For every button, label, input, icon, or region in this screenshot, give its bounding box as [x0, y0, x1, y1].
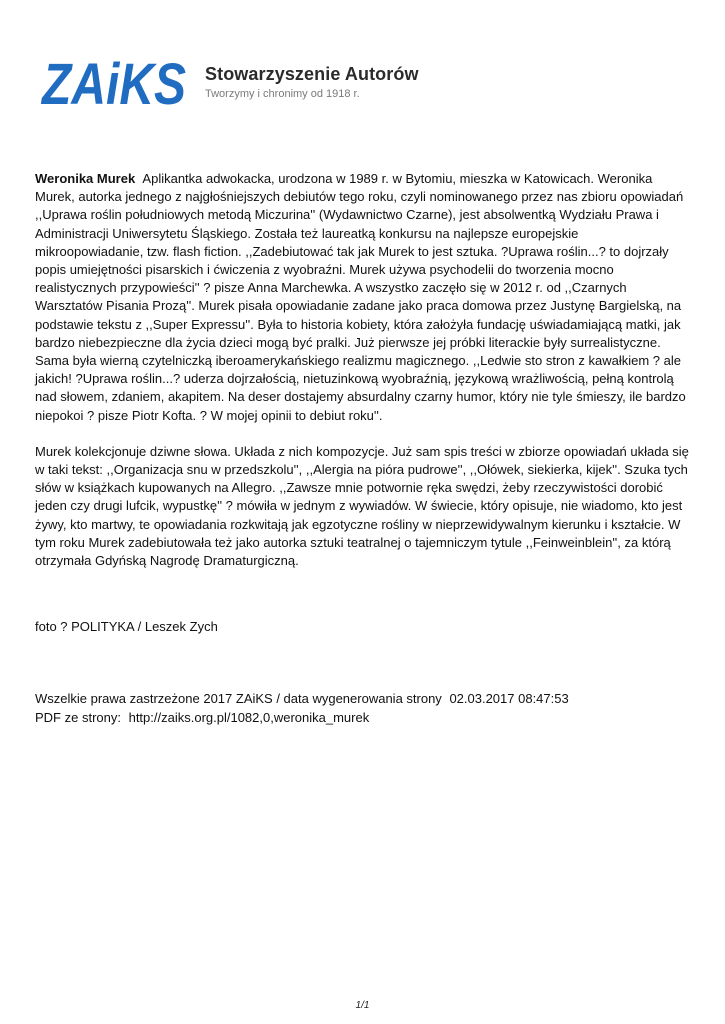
paragraph-2: Murek kolekcjonuje dziwne słowa. Układa z nich kompozycje. Już sam spis treści w zbiorze opowiadań układa się w taki tekst: ,,Organizacja snu w przedszkolu'', ,,Alergia na pióra pudrowe'', ,,Ołówek, siekierka, kijek''. Szuka tych słów w książkach kupowanych na Allegro. ,,Zawsze mnie potwornie ręka swędzi, żeby rzeczywistości dorobić jeden czy drugi lufcik, wypustkę'' ? mówiła w jednym z wywiadów. W świecie, który opisuje, nie wiadomo, kto jest żywy, kto martwy, te opowiadania rozkwitają jak egzotyczne rośliny w nieprzewidywalnym kierunku i kształcie. W tym roku Murek zadebiutowała też jako autorka sztuki teatralnej o tajemniczym tytule ,,Feinweinblein'', za którą otrzymała Gdyńską Nagrodę Dramaturgiczną.	[35, 443, 689, 569]
photo-credit: foto ? POLITYKA / Leszek Zych	[35, 619, 218, 634]
rights-text: Wszelkie prawa zastrzeżone 2017 ZAiKS / data wygenerowania strony	[35, 691, 442, 706]
source-line	[35, 708, 569, 727]
rights-line	[35, 689, 569, 708]
logo-wordmark: ZAiKS	[40, 52, 187, 117]
page-header	[40, 52, 460, 117]
paragraph-1-text: Aplikantka adwokacka, urodzona w 1989 r. w Bytomiu, mieszka w Katowicach. Weronika Murek, autorka jednego z najgłośniejszych debiutów tego roku, czyli nominowanego przez nas zbioru opowiadań ,,Uprawa roślin południowych metodą Miczurina'' (Wydawnictwo Czarne), jest absolwentką Wydziału Prawa i Administracji Uniwersytetu Śląskiego. Została też laureatką konkursu na najlepsze europejskie mikroopowiadanie, tzw. flash fiction. ,,Zadebiutować tak jak Murek to jest sztuka. ?Uprawa roślin...? to dojrzały popis umiejętności pisarskich i ćwiczenia z wyobraźni. Murek używa psychodelii do tworzenia mocno realistycznych przypowieści'' ? pisze Anna Marchewka. A wszystko zaczęło się w 2012 r. od ,,Czarnych Warsztatów Pisania Prozą''. Murek pisała opowiadanie zadane jako praca domowa przez Justynę Bargielską, na podstawie tekstu z ,,Super Expressu''. Była to historia kobiety, która założyła fundację uświadamiającą matki, jak bardzo niebezpieczne dla życia dzieci mogą być pralki. Już pierwsze jej próbki literackie były surrealistyczne. Sama była wierną czytelniczką iberoamerykańskiego realizmu magicznego. ,,Ledwie sto stron z kawałkiem ? ale jakich! ?Uprawa roślin...? uderza dojrzałością, nietuzinkową wyobraźnią, językową wrażliwością, pełną kontrolą nad słowem, zdaniem, akapitem. Na deser dostajemy absurdalny czarny humor, który nie tyle śmieszy, ile bardzo niepokoi ? pisze Piotr Kofta. ? W mojej opinii to debiut roku''.	[35, 171, 686, 423]
pdf-label: PDF ze strony:	[35, 710, 121, 725]
zaiks-logo	[40, 52, 190, 117]
author-name: Weronika Murek	[35, 171, 136, 186]
source-url[interactable]: http://zaiks.org.pl/1082,0,weronika_murek	[128, 710, 370, 725]
paragraph-1	[35, 170, 690, 425]
org-name: Stowarzyszenie Autorów	[205, 64, 419, 84]
page-number: 1/1	[355, 1000, 370, 1011]
page-footer	[35, 689, 569, 727]
generation-date: 02.03.2017 08:47:53	[449, 691, 569, 706]
article-body	[35, 170, 690, 570]
org-tagline: Tworzymy i chronimy od 1918 r.	[205, 88, 360, 100]
